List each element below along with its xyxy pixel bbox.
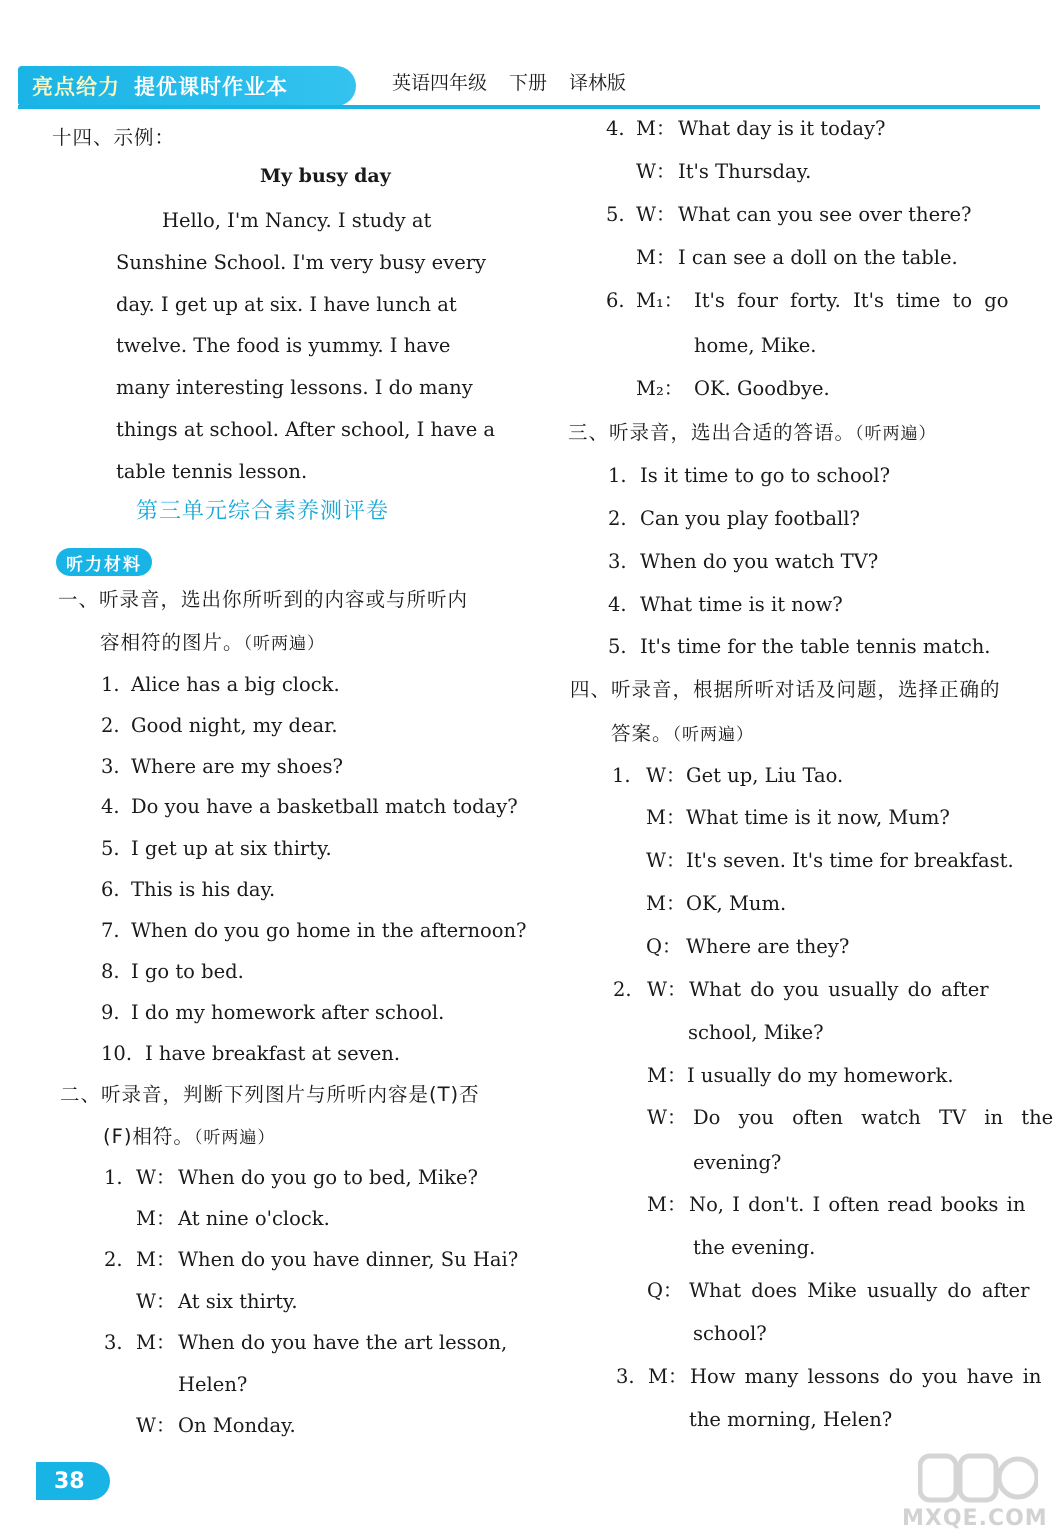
dialogue-text: At nine o'clock.	[178, 1207, 330, 1230]
speaker: M：	[646, 892, 686, 915]
dialogue-text: What does Mike usually do after	[689, 1279, 1030, 1302]
q2-title-line2	[103, 1127, 275, 1147]
q1-item	[101, 757, 343, 777]
speaker: M：	[136, 1248, 176, 1271]
dialogue-line	[104, 1250, 518, 1270]
subject-label: 英语四年级	[392, 72, 488, 94]
watermark	[898, 1450, 1048, 1530]
dialogue-line	[647, 1281, 1029, 1301]
dialogue-line	[606, 291, 1008, 311]
series-name: 提优课时作业本	[134, 75, 288, 99]
dialogue-line	[636, 248, 958, 268]
dialogue-text: When do you have dinner, Su Hai?	[178, 1248, 519, 1271]
speaker: W：	[636, 160, 676, 183]
q4-title-text: 答案。	[611, 722, 673, 745]
dialogue-line	[646, 937, 849, 957]
essay-body	[116, 200, 520, 493]
item-text: Where are my shoes?	[131, 755, 343, 778]
item-text: Alice has a big clock.	[131, 673, 340, 696]
dialogue-line	[136, 1416, 296, 1436]
q1-item	[101, 839, 332, 859]
dialogue-text: I usually do my homework.	[687, 1064, 954, 1087]
item-number: 1.	[104, 1166, 123, 1189]
item-number: 4.	[101, 795, 120, 818]
item-number: 5.	[606, 203, 625, 226]
dialogue-line	[636, 379, 830, 399]
q1-item	[101, 797, 518, 817]
item-number: 2.	[104, 1248, 123, 1271]
speaker: W：	[136, 1166, 176, 1189]
q1-item	[101, 962, 244, 982]
q1-item	[101, 1003, 444, 1023]
q4-title-line1: 四、听录音，根据所听对话及问题，选择正确的	[570, 678, 1001, 701]
item-text: I have breakfast at seven.	[145, 1042, 401, 1065]
item-text: Do you have a basketball match today?	[131, 795, 518, 818]
dialogue-text: It's seven. It's time for breakfast.	[686, 849, 1014, 872]
watermark-logo-icon	[918, 1450, 1038, 1506]
q3-item	[608, 466, 890, 486]
item-number: 4.	[606, 117, 625, 140]
q4-note: （听两遍）	[672, 725, 755, 745]
dialogue-text: Do you often watch TV in the	[693, 1106, 1054, 1129]
essay-line: day. I get up at six. I have lunch at	[116, 292, 457, 316]
dialogue-text: OK, Mum.	[686, 892, 787, 915]
speaker: M：	[136, 1207, 176, 1230]
dialogue-line	[646, 808, 950, 828]
q1-title-line2	[100, 633, 325, 653]
dialogue-line	[646, 851, 1014, 871]
q3-item	[608, 637, 991, 657]
dialogue-text: At six thirty.	[178, 1290, 298, 1313]
dialogue-line: Helen?	[178, 1373, 248, 1396]
speaker: W：	[636, 203, 676, 226]
q3-title	[568, 423, 937, 443]
item-number: 2.	[608, 507, 627, 530]
dialogue-line: school, Mike?	[688, 1021, 824, 1044]
speaker: Q：	[646, 935, 682, 958]
item-text: I get up at six thirty.	[131, 837, 332, 860]
essay-line: table tennis lesson.	[116, 459, 308, 483]
edition-label: 译林版	[569, 72, 627, 94]
dialogue-line: school?	[693, 1322, 767, 1345]
page-number: 38	[36, 1462, 110, 1500]
item-number: 4.	[608, 593, 627, 616]
dialogue-text: What do you usually do after	[689, 978, 989, 1001]
section-14-heading: 十四、示例：	[52, 126, 176, 149]
item-text: When do you watch TV?	[640, 550, 879, 573]
item-number: 10.	[101, 1042, 133, 1065]
dialogue-line	[606, 205, 971, 225]
dialogue-text: What can you see over there?	[678, 203, 972, 226]
essay-line: Hello, I'm Nancy. I study at	[162, 209, 432, 232]
speaker: W：	[136, 1414, 176, 1437]
q1-item	[101, 1044, 400, 1064]
item-number: 5.	[101, 837, 120, 860]
dialogue-line	[104, 1168, 478, 1188]
item-number: 1.	[608, 464, 627, 487]
q1-item	[101, 716, 338, 736]
essay-line: Sunshine School. I'm very busy every	[116, 250, 487, 274]
item-number: 1.	[101, 673, 120, 696]
speaker: M₂：	[636, 377, 684, 400]
item-number: 5.	[608, 635, 627, 658]
q3-item	[608, 552, 878, 572]
speaker: W：	[647, 1106, 687, 1129]
item-text: Is it time to go to school?	[640, 464, 891, 487]
item-number: 3.	[608, 550, 627, 573]
q3-note: （听两遍）	[855, 424, 937, 444]
item-number: 3.	[616, 1365, 635, 1388]
item-number: 9.	[101, 1001, 120, 1024]
dialogue-text: When do you have the art lesson,	[178, 1331, 508, 1354]
dialogue-text: Get up, Liu Tao.	[686, 764, 844, 787]
dialogue-line	[606, 119, 885, 139]
q1-item	[101, 675, 340, 695]
item-number: 6.	[101, 878, 120, 901]
item-text: Can you play football?	[640, 507, 860, 530]
item-text: I go to bed.	[131, 960, 244, 983]
item-text: This is his day.	[131, 878, 276, 901]
item-number: 8.	[101, 960, 120, 983]
item-number: 3.	[104, 1331, 123, 1354]
speaker: W：	[136, 1290, 176, 1313]
speaker: W：	[647, 978, 687, 1001]
dialogue-line: the evening.	[693, 1236, 816, 1259]
dialogue-line	[636, 162, 811, 182]
essay-line: things at school. After school, I have a	[116, 417, 496, 441]
dialogue-line	[647, 1066, 954, 1086]
speaker: M：	[647, 1193, 687, 1216]
speaker: M₁：	[636, 289, 684, 312]
q1-title-line1: 一、听录音，选出你所听到的内容或与所听内	[58, 588, 469, 611]
dialogue-text: I can see a doll on the table.	[678, 246, 958, 269]
dialogue-text: It's four forty. It's time to go	[694, 289, 1009, 312]
dialogue-text: What day is it today?	[678, 117, 886, 140]
header-divider	[18, 105, 1040, 109]
dialogue-text: When do you go to bed, Mike?	[178, 1166, 478, 1189]
item-number: 6.	[606, 289, 625, 312]
header-book-info	[392, 68, 626, 95]
speaker: M：	[636, 117, 676, 140]
speaker: M：	[136, 1331, 176, 1354]
item-text: What time is it now?	[640, 593, 843, 616]
item-number: 7.	[101, 919, 120, 942]
dialogue-line	[136, 1209, 330, 1229]
item-number: 3.	[101, 755, 120, 778]
dialogue-text: No, I don't. I often read books in	[689, 1193, 1026, 1216]
speaker: M：	[646, 806, 686, 829]
q3-item	[608, 595, 843, 615]
q1-item	[101, 921, 527, 941]
q2-title-line1: 二、听录音，判断下列图片与所听内容是(T)否	[60, 1083, 480, 1106]
speaker: M：	[636, 246, 676, 269]
essay-line: twelve. The food is yummy. I have	[116, 334, 451, 358]
dialogue-line: evening?	[693, 1151, 782, 1174]
speaker: Q：	[647, 1279, 683, 1302]
listening-material-tag: 听力材料	[56, 548, 152, 576]
dialogue-text: It's Thursday.	[678, 160, 812, 183]
item-text: I do my homework after school.	[131, 1001, 445, 1024]
q1-title-text: 容相符的图片。	[100, 631, 244, 654]
item-text: It's time for the table tennis match.	[640, 635, 991, 658]
dialogue-line: the morning, Helen?	[689, 1408, 893, 1431]
item-text: When do you go home in the afternoon?	[131, 919, 527, 942]
item-number: 2.	[101, 714, 120, 737]
unit-test-title: 第三单元综合素养测评卷	[136, 499, 390, 524]
header-banner	[18, 66, 356, 106]
watermark-text: MXQE.COM	[902, 1506, 1048, 1531]
dialogue-text: How many lessons do you have in	[690, 1365, 1042, 1388]
q3-title-text: 三、听录音，选出合适的答语。	[568, 421, 856, 444]
dialogue-line	[647, 1195, 1025, 1215]
dialogue-line	[647, 1108, 1053, 1128]
q4-title-line2	[611, 724, 754, 744]
dialogue-line	[136, 1292, 298, 1312]
q1-note: （听两遍）	[243, 634, 326, 654]
dialogue-line: home, Mike.	[694, 334, 817, 357]
item-number: 1.	[612, 764, 631, 787]
speaker: M：	[648, 1365, 688, 1388]
speaker: W：	[646, 849, 686, 872]
volume-label: 下册	[509, 72, 548, 94]
speaker: W：	[646, 764, 686, 787]
item-number: 2.	[613, 978, 632, 1001]
dialogue-line	[104, 1333, 507, 1353]
brand-name: 亮点给力	[32, 75, 120, 99]
dialogue-text: OK. Goodbye.	[694, 377, 830, 400]
dialogue-text: On Monday.	[178, 1414, 296, 1437]
dialogue-line	[613, 980, 989, 1000]
q2-title-text: (F)相符。	[103, 1125, 194, 1148]
q1-item	[101, 880, 275, 900]
q2-note: （听两遍）	[193, 1128, 276, 1148]
item-text: Good night, my dear.	[131, 714, 338, 737]
essay-line: many interesting lessons. I do many	[116, 376, 473, 400]
dialogue-text: Where are they?	[686, 935, 850, 958]
dialogue-line	[646, 894, 786, 914]
essay-title: My busy day	[260, 165, 391, 187]
dialogue-line	[612, 766, 843, 786]
q3-item	[608, 509, 860, 529]
dialogue-text: What time is it now, Mum?	[686, 806, 950, 829]
dialogue-line	[616, 1367, 1042, 1387]
speaker: M：	[647, 1064, 687, 1087]
